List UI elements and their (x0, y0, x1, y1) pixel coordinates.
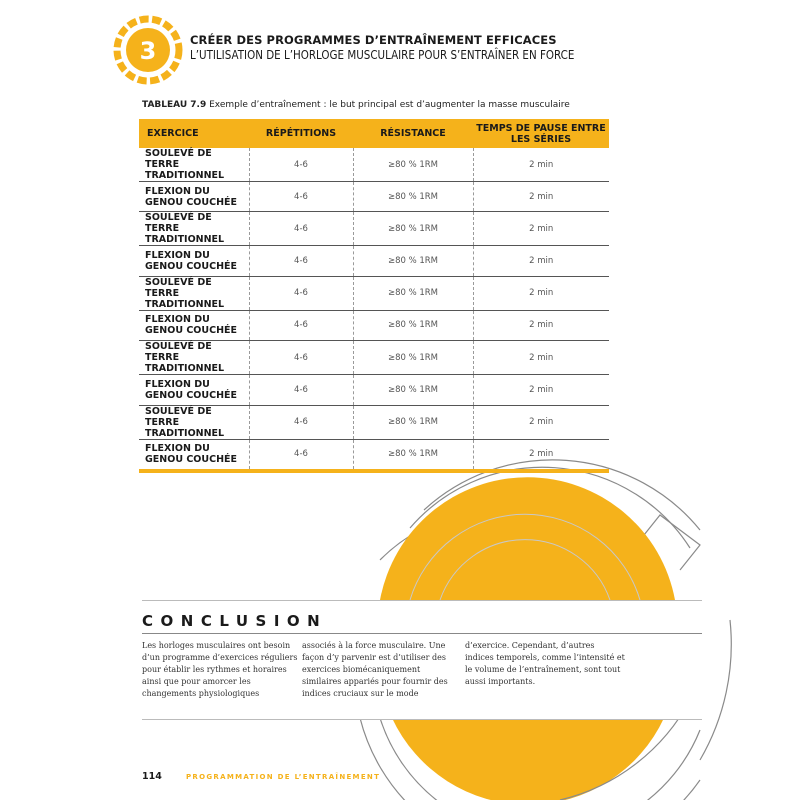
cell-repetitions: 4-6 (249, 212, 353, 246)
cell-exercise: SOULEVÉ DE TERRE TRADITIONNEL (139, 276, 249, 310)
cell-resistance: ≥80 % 1RM (353, 439, 473, 471)
cell-rest-time: 2 min (473, 405, 609, 439)
cell-exercise: FLEXION DU GENOU COUCHÉE (139, 375, 249, 405)
cell-rest-time: 2 min (473, 375, 609, 405)
conclusion-column-2: associés à la force musculaire. Une façon d’y parvenir est d’utiliser des exercices biomécaniquement similaires appariés pour fournir des indices cruciaux sur le mode (302, 641, 448, 698)
chapter-badge-icon (112, 14, 184, 86)
cell-resistance: ≥80 % 1RM (353, 246, 473, 276)
header-repetitions: RÉPÉTITIONS (249, 119, 353, 148)
cell-rest-time: 2 min (473, 148, 609, 182)
chapter-title: CRÉER DES PROGRAMMES D’ENTRAÎNEMENT EFFICACES (190, 33, 557, 47)
cell-exercise: SOULEVÉ DE TERRE TRADITIONNEL (139, 341, 249, 375)
conclusion-divider (142, 633, 702, 634)
cell-rest-time: 2 min (473, 310, 609, 340)
chapter-header (190, 33, 637, 62)
table-row (139, 310, 609, 340)
table-row (139, 148, 609, 182)
table-row (139, 375, 609, 405)
chapter-subtitle: L’UTILISATION DE L’HORLOGE MUSCULAIRE POUR S’ENTRAÎNER EN FORCE (190, 48, 575, 62)
conclusion-title: CONCLUSION (142, 612, 328, 630)
cell-resistance: ≥80 % 1RM (353, 310, 473, 340)
table-row (139, 246, 609, 276)
cell-repetitions: 4-6 (249, 375, 353, 405)
cell-rest-time: 2 min (473, 439, 609, 471)
cell-rest-time: 2 min (473, 212, 609, 246)
table-caption (142, 100, 570, 110)
conclusion-column-1: Les horloges musculaires ont besoin d’un programme d’exercices réguliers pour établir les rythmes et horaires ainsi que pour amorcer les changements physiologiques (142, 641, 298, 698)
cell-resistance: ≥80 % 1RM (353, 182, 473, 212)
table-row (139, 341, 609, 375)
cell-resistance: ≥80 % 1RM (353, 375, 473, 405)
table-caption-label: TABLEAU 7.9 (142, 100, 207, 110)
workout-table (139, 119, 609, 473)
cell-repetitions: 4-6 (249, 148, 353, 182)
header-resistance: RÉSISTANCE (353, 119, 473, 148)
table-header-row (139, 119, 609, 148)
cell-rest-time: 2 min (473, 182, 609, 212)
running-footer: PROGRAMMATION DE L’ENTRAÎNEMENT (186, 773, 381, 781)
header-rest-time: TEMPS DE PAUSE ENTRE LES SÉRIES (473, 119, 609, 148)
cell-resistance: ≥80 % 1RM (353, 148, 473, 182)
page-number: 114 (142, 771, 162, 782)
table-row (139, 212, 609, 246)
cell-rest-time: 2 min (473, 341, 609, 375)
cell-repetitions: 4-6 (249, 276, 353, 310)
cell-exercise: SOULEVÉ DE TERRE TRADITIONNEL (139, 212, 249, 246)
chapter-number: 3 (139, 37, 157, 65)
table-row (139, 182, 609, 212)
cell-exercise: FLEXION DU GENOU COUCHÉE (139, 310, 249, 340)
table-row (139, 276, 609, 310)
cell-repetitions: 4-6 (249, 182, 353, 212)
cell-rest-time: 2 min (473, 276, 609, 310)
table-caption-text: Exemple d’entraînement : le but principal est d’augmenter la masse musculaire (206, 100, 570, 110)
conclusion-column-3: d’exercice. Cependant, d’autres indices temporels, comme l’intensité et le volume de l’entraînement, sont tout aussi importants. (465, 641, 625, 686)
cell-exercise: SOULEVÉ DE TERRE TRADITIONNEL (139, 148, 249, 182)
cell-repetitions: 4-6 (249, 310, 353, 340)
cell-repetitions: 4-6 (249, 405, 353, 439)
cell-resistance: ≥80 % 1RM (353, 405, 473, 439)
cell-exercise: FLEXION DU GENOU COUCHÉE (139, 439, 249, 471)
cell-resistance: ≥80 % 1RM (353, 212, 473, 246)
table-row (139, 405, 609, 439)
cell-resistance: ≥80 % 1RM (353, 341, 473, 375)
table-row (139, 439, 609, 471)
cell-rest-time: 2 min (473, 246, 609, 276)
cell-repetitions: 4-6 (249, 341, 353, 375)
cell-repetitions: 4-6 (249, 439, 353, 471)
header-exercise: EXERCICE (139, 119, 249, 148)
cell-exercise: SOULEVÉ DE TERRE TRADITIONNEL (139, 405, 249, 439)
cell-resistance: ≥80 % 1RM (353, 276, 473, 310)
cell-exercise: FLEXION DU GENOU COUCHÉE (139, 246, 249, 276)
cell-repetitions: 4-6 (249, 246, 353, 276)
cell-exercise: FLEXION DU GENOU COUCHÉE (139, 182, 249, 212)
